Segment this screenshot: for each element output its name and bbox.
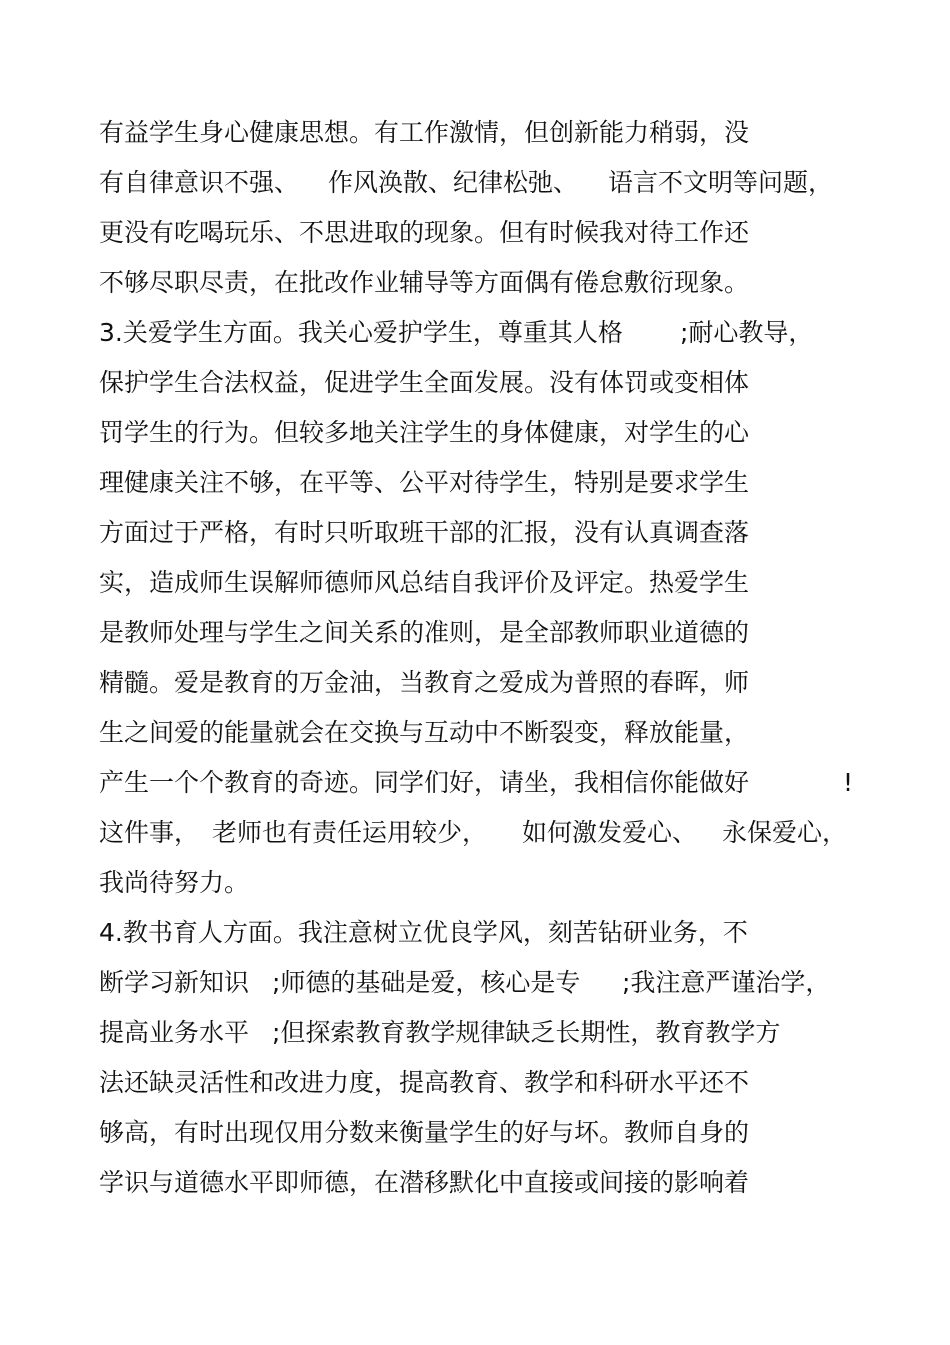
text-segment: 法还缺灵活性和改进力度，提高教育、教学和科研水平还不 (99, 1068, 750, 1097)
text-line-13 (0, 708, 950, 758)
text-segment: ;我注意严谨治学， (622, 968, 831, 997)
text-line-4 (0, 258, 950, 308)
text-segment: 语言不文明等问题， (608, 168, 834, 197)
text-segment: 生之间爱的能量就会在交换与互动中不断裂变，释放能量， (99, 718, 750, 747)
text-line-2 (0, 158, 950, 208)
text-line-9 (0, 508, 950, 558)
text-line-1 (0, 108, 950, 158)
text-segment: 作风涣散、纪律松弛、 (328, 168, 579, 197)
text-segment: 罚学生的行为。但较多地关注学生的身体健康，对学生的心 (99, 418, 750, 447)
text-segment: 够高，有时出现仅用分数来衡量学生的好与坏。教师自身的 (99, 1118, 750, 1147)
text-segment: 产生一个个教育的奇迹。同学们好，请坐，我相信你能做好 (99, 768, 750, 797)
text-line-15 (0, 808, 950, 858)
text-segment: ;耐心教导， (680, 318, 814, 347)
text-line-5 (0, 308, 950, 358)
text-segment: 提高业务水平 (99, 1018, 250, 1047)
text-segment: 如何激发爱心、 (522, 818, 698, 847)
body-text (0, 108, 950, 1208)
text-segment: 保护学生合法权益，促进学生全面发展。没有体罚或变相体 (99, 368, 750, 397)
text-segment: 断学习新知识 (99, 968, 250, 997)
text-line-16 (0, 858, 950, 908)
text-line-18 (0, 958, 950, 1008)
text-segment: ;但探索教育教学规律缺乏长期性，教育教学方 (272, 1018, 781, 1047)
text-segment: 3.关爱学生方面。我关心爱护学生，尊重其人格 (99, 318, 623, 347)
text-segment: 不够尽职尽责，在批改作业辅导等方面偶有倦怠敷衍现象。 (99, 268, 750, 297)
text-segment: 学识与道德水平即师德，在潜移默化中直接或间接的影响着 (99, 1168, 750, 1197)
text-segment: ;师德的基础是爱，核心是专 (272, 968, 581, 997)
text-segment: 老师也有责任运用较少， (212, 818, 488, 847)
text-segment: 有益学生身心健康思想。有工作激情，但创新能力稍弱，没 (99, 118, 750, 147)
text-line-17 (0, 908, 950, 958)
text-segment: 是教师处理与学生之间关系的准则，是全部教师职业道德的 (99, 618, 750, 647)
text-line-21 (0, 1108, 950, 1158)
text-line-12 (0, 658, 950, 708)
text-line-20 (0, 1058, 950, 1108)
text-segment: 精髓。爱是教育的万金油，当教育之爱成为普照的春晖，师 (99, 668, 750, 697)
text-line-11 (0, 608, 950, 658)
text-segment: 4.教书育人方面。我注意树立优良学风，刻苦钻研业务，不 (99, 918, 748, 947)
text-segment: 理健康关注不够，在平等、公平对待学生，特别是要求学生 (99, 468, 750, 497)
text-line-10 (0, 558, 950, 608)
text-segment: 实，造成师生误解师德师风总结自我评价及评定。热爱学生 (99, 568, 750, 597)
text-segment: 我尚待努力。 (99, 868, 250, 897)
text-segment: 永保爱心， (722, 818, 848, 847)
text-segment: 有自律意识不强、 (99, 168, 300, 197)
text-segment: 这件事， (99, 818, 200, 847)
text-segment: 更没有吃喝玩乐、不思进取的现象。但有时候我对待工作还 (99, 218, 750, 247)
text-line-19 (0, 1008, 950, 1058)
text-segment: ! (843, 768, 854, 797)
text-segment: 方面过于严格，有时只听取班干部的汇报，没有认真调查落 (99, 518, 750, 547)
text-line-7 (0, 408, 950, 458)
text-line-3 (0, 208, 950, 258)
text-line-8 (0, 458, 950, 508)
text-line-22 (0, 1158, 950, 1208)
text-line-14 (0, 758, 950, 808)
text-line-6 (0, 358, 950, 408)
